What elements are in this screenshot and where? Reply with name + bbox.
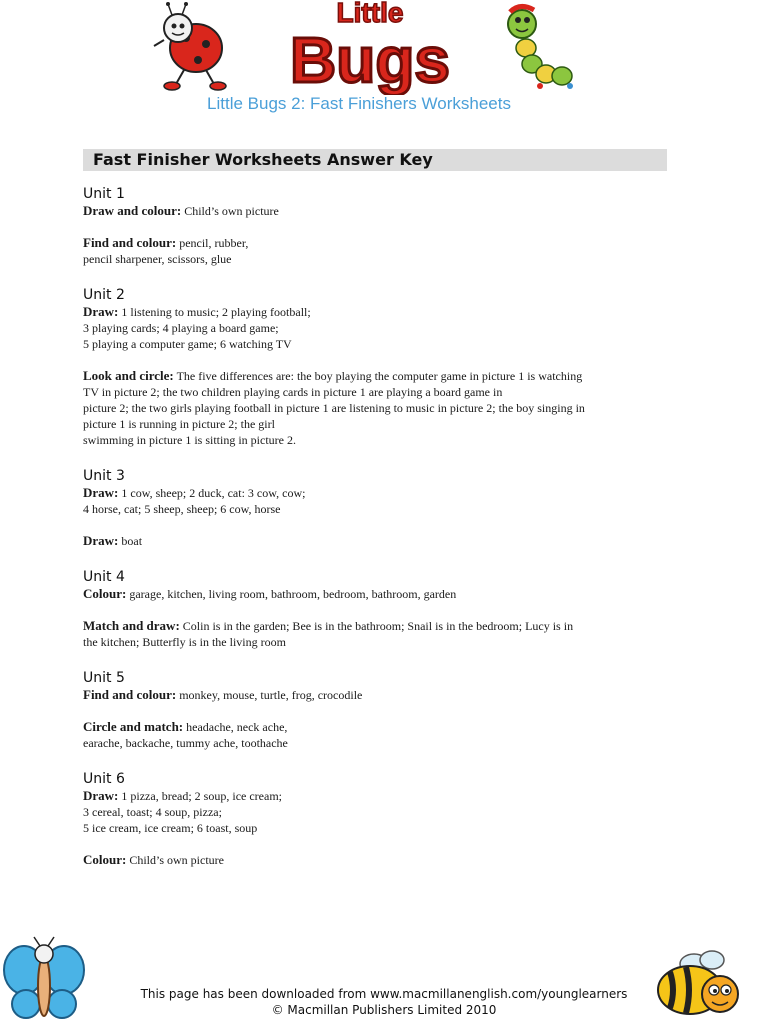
answer-text: 1 cow, sheep; 2 duck, cat: 3 cow, cow;: [121, 486, 306, 500]
worksheet-subtitle: Little Bugs 2: Fast Finishers Worksheets: [207, 94, 511, 113]
unit-title: Unit 1: [83, 186, 125, 202]
logo-main-word: Bugs: [290, 24, 450, 95]
unit-title: Unit 6: [83, 771, 125, 787]
answer-text: 5 ice cream, ice cream; 6 toast, soup: [83, 821, 258, 835]
answer-text: 3 playing cards; 4 playing a board game;: [83, 321, 279, 335]
task-label: Colour:: [83, 852, 127, 867]
header-artwork: [150, 0, 590, 95]
task-label: Circle and match:: [83, 719, 184, 734]
task-label: Find and colour:: [83, 687, 177, 702]
unit-section: [83, 468, 673, 549]
answer-text: monkey, mouse, turtle, frog, crocodile: [179, 688, 363, 702]
answer-text: earache, backache, tummy ache, toothache: [83, 736, 288, 750]
bee-icon: [650, 950, 746, 1020]
answer-text: garage, kitchen, living room, bathroom, bedroom, bathroom, garden: [129, 587, 457, 601]
answer-text: Colin is in the garden; Bee is in the bathroom; Snail is in the bedroom; Lucy is in: [182, 619, 574, 633]
task-label: Draw:: [83, 533, 119, 548]
answer-text: picture 2; the two girls playing football in picture 1 are listening to music in picture 2; the boy singing in: [83, 401, 585, 415]
task-label: Draw:: [83, 485, 119, 500]
answer-text: boat: [121, 534, 143, 548]
unit-section: [83, 670, 673, 751]
answer-text: pencil sharpener, scissors, glue: [83, 252, 232, 266]
task-answer: [83, 852, 673, 868]
task-answer: [83, 719, 673, 751]
unit-title: Unit 2: [83, 287, 125, 303]
footer-copyright: © Macmillan Publishers Limited 2010: [271, 1003, 497, 1017]
task-answer: [83, 533, 673, 549]
task-label: Match and draw:: [83, 618, 180, 633]
unit-section: [83, 569, 673, 650]
page-title: Fast Finisher Worksheets Answer Key: [93, 150, 433, 169]
answer-text: the kitchen; Butterfly is in the living room: [83, 635, 286, 649]
little-bugs-logo: [250, 0, 490, 95]
answer-text: Child’s own picture: [184, 204, 279, 218]
answer-text: pencil, rubber,: [179, 236, 249, 250]
task-label: Draw and colour:: [83, 203, 182, 218]
logo-top-word: Little: [336, 0, 404, 28]
answer-text: 1 pizza, bread; 2 soup, ice cream;: [121, 789, 282, 803]
answer-text: TV in picture 2; the two children playing cards in picture 1 are playing a board game in: [83, 385, 503, 399]
answer-key-content: [83, 186, 673, 888]
answer-text: 1 listening to music; 2 playing football;: [121, 305, 311, 319]
task-label: Draw:: [83, 788, 119, 803]
title-bar: [83, 149, 667, 171]
footer-download-notice: This page has been downloaded from www.macmillanenglish.com/younglearners: [140, 987, 628, 1001]
answer-text: swimming in picture 1 is sitting in picture 2.: [83, 433, 296, 447]
task-answer: [83, 618, 673, 650]
task-label: Look and circle:: [83, 368, 174, 383]
ladybug-icon: [150, 0, 232, 92]
answer-text: headache, neck ache,: [186, 720, 288, 734]
unit-title: Unit 5: [83, 670, 125, 686]
task-answer: [83, 485, 673, 517]
answer-text: 3 cereal, toast; 4 soup, pizza;: [83, 805, 222, 819]
task-answer: [83, 304, 673, 352]
task-label: Draw:: [83, 304, 119, 319]
caterpillar-icon: [500, 2, 580, 90]
answer-text: 5 playing a computer game; 6 watching TV: [83, 337, 292, 351]
task-answer: [83, 368, 673, 448]
answer-text: Child’s own picture: [129, 853, 225, 867]
task-answer: [83, 687, 673, 703]
unit-section: [83, 287, 673, 448]
butterfly-icon: [2, 936, 86, 1024]
task-answer: [83, 586, 673, 602]
task-label: Colour:: [83, 586, 127, 601]
answer-text: The five differences are: the boy playing the computer game in picture 1 is watching: [176, 369, 583, 383]
task-answer: [83, 235, 673, 267]
answer-text: picture 1 is running in picture 2; the girl: [83, 417, 275, 431]
task-label: Find and colour:: [83, 235, 177, 250]
unit-title: Unit 4: [83, 569, 125, 585]
task-answer: [83, 203, 673, 219]
unit-title: Unit 3: [83, 468, 125, 484]
unit-section: [83, 771, 673, 868]
task-answer: [83, 788, 673, 836]
unit-section: [83, 186, 673, 267]
answer-text: 4 horse, cat; 5 sheep, sheep; 6 cow, horse: [83, 502, 281, 516]
